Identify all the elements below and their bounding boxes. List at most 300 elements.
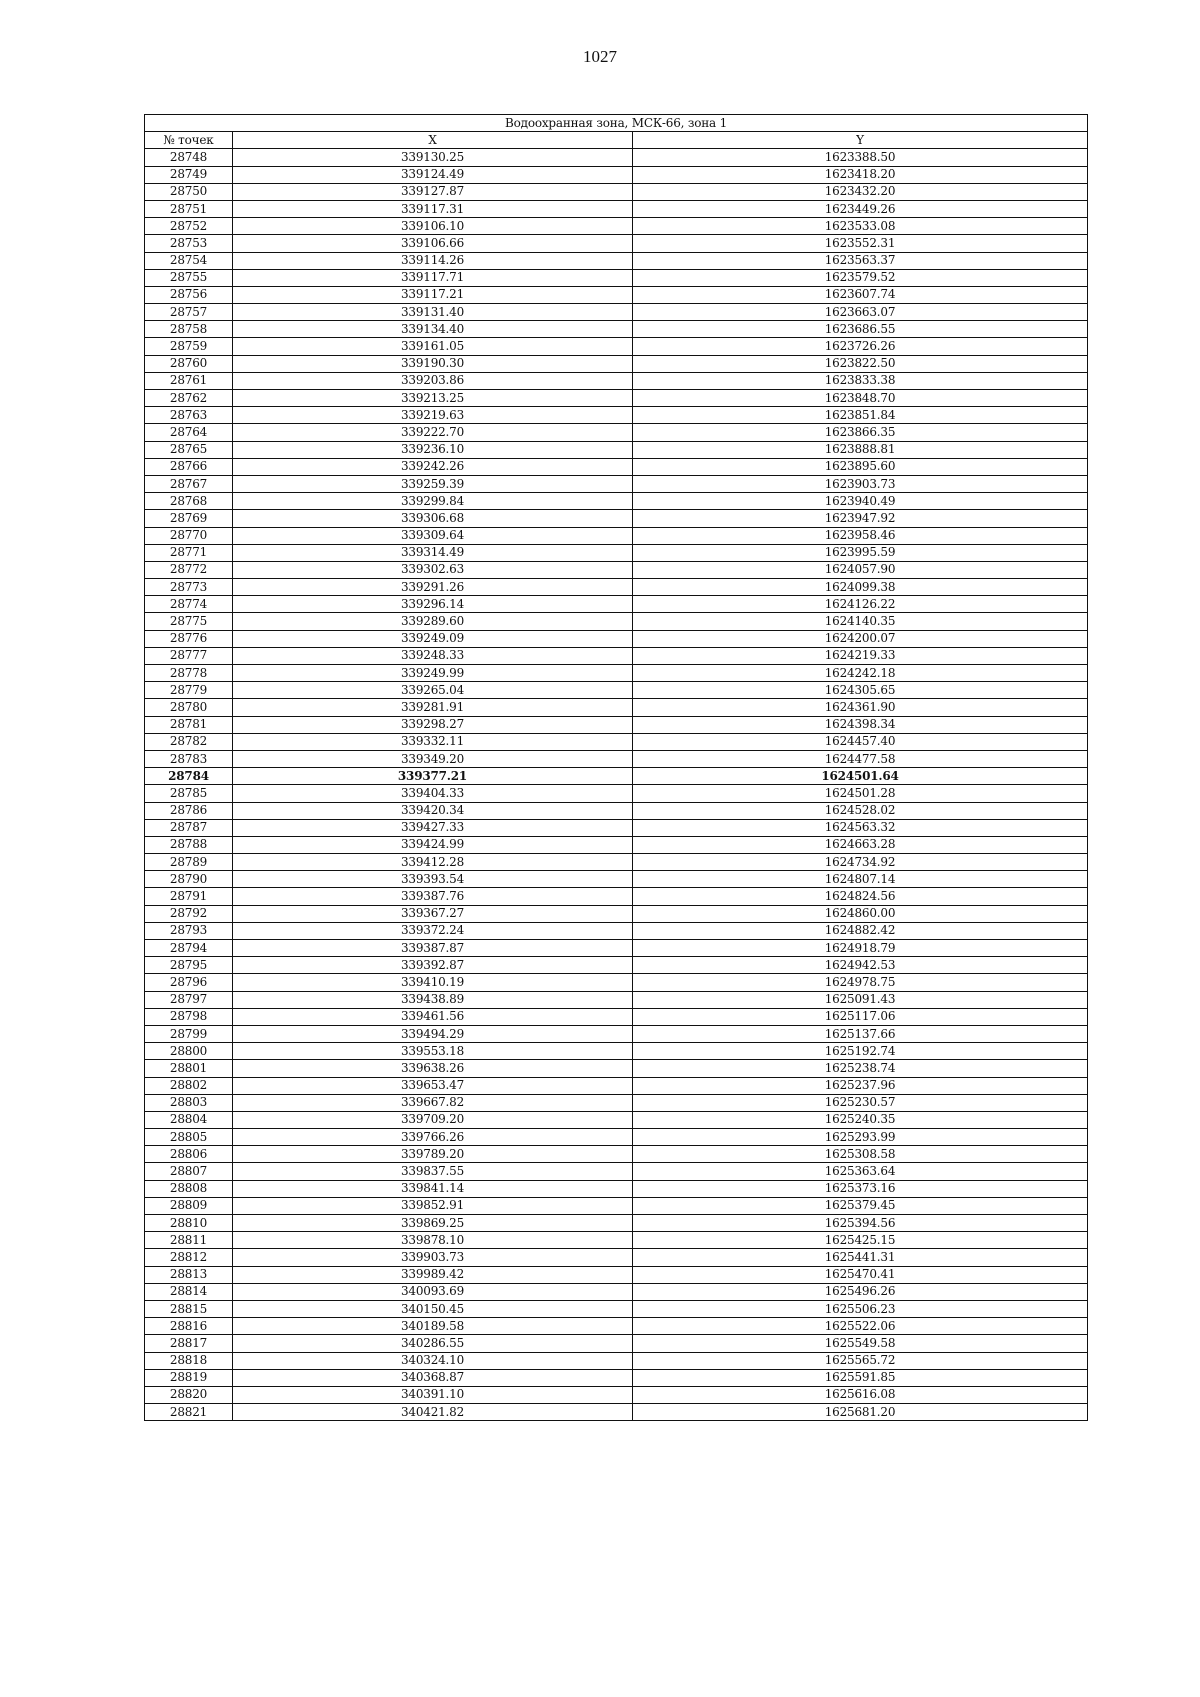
table-row (145, 940, 1088, 957)
table-row (145, 424, 1088, 441)
point-number-cell: 28801 (145, 1060, 233, 1077)
point-number-cell: 28778 (145, 665, 233, 682)
header-x: X (233, 132, 633, 149)
y-coordinate-cell: 1624978.75 (633, 974, 1088, 991)
table-row (145, 1283, 1088, 1300)
point-number-cell: 28791 (145, 888, 233, 905)
y-coordinate-cell: 1625591.85 (633, 1369, 1088, 1386)
point-number-cell: 28814 (145, 1283, 233, 1300)
x-coordinate-cell: 339387.76 (233, 888, 633, 905)
y-coordinate-cell: 1624057.90 (633, 561, 1088, 578)
y-coordinate-cell: 1624882.42 (633, 922, 1088, 939)
table-row (145, 149, 1088, 166)
x-coordinate-cell: 339314.49 (233, 544, 633, 561)
table-row (145, 716, 1088, 733)
table-row (145, 218, 1088, 235)
x-coordinate-cell: 339420.34 (233, 802, 633, 819)
x-coordinate-cell: 339638.26 (233, 1060, 633, 1077)
y-coordinate-cell: 1625373.16 (633, 1180, 1088, 1197)
y-coordinate-cell: 1623888.81 (633, 441, 1088, 458)
table-row (145, 922, 1088, 939)
point-number-cell: 28813 (145, 1266, 233, 1283)
point-number-cell: 28749 (145, 166, 233, 183)
y-coordinate-cell: 1624398.34 (633, 716, 1088, 733)
table-row (145, 733, 1088, 750)
point-number-cell: 28765 (145, 441, 233, 458)
x-coordinate-cell: 339412.28 (233, 854, 633, 871)
table-row (145, 561, 1088, 578)
x-coordinate-cell: 339296.14 (233, 596, 633, 613)
point-number-cell: 28788 (145, 836, 233, 853)
x-coordinate-cell: 339203.86 (233, 372, 633, 389)
y-coordinate-cell: 1623663.07 (633, 304, 1088, 321)
point-number-cell: 28781 (145, 716, 233, 733)
point-number-cell: 28792 (145, 905, 233, 922)
point-number-cell: 28756 (145, 286, 233, 303)
table-row (145, 1300, 1088, 1317)
y-coordinate-cell: 1623607.74 (633, 286, 1088, 303)
x-coordinate-cell: 339438.89 (233, 991, 633, 1008)
x-coordinate-cell: 339289.60 (233, 613, 633, 630)
x-coordinate-cell: 339332.11 (233, 733, 633, 750)
point-number-cell: 28757 (145, 304, 233, 321)
point-number-cell: 28762 (145, 390, 233, 407)
point-number-cell: 28805 (145, 1129, 233, 1146)
point-number-cell: 28755 (145, 269, 233, 286)
point-number-cell: 28754 (145, 252, 233, 269)
point-number-cell: 28799 (145, 1025, 233, 1042)
y-coordinate-cell: 1625137.66 (633, 1025, 1088, 1042)
x-coordinate-cell: 339236.10 (233, 441, 633, 458)
x-coordinate-cell: 339878.10 (233, 1232, 633, 1249)
x-coordinate-cell: 339249.09 (233, 630, 633, 647)
table-row (145, 1111, 1088, 1128)
table-title-row (145, 115, 1088, 132)
table-row (145, 871, 1088, 888)
y-coordinate-cell: 1625681.20 (633, 1404, 1088, 1421)
table-row (145, 458, 1088, 475)
table-row (145, 1008, 1088, 1025)
table-row (145, 630, 1088, 647)
table-row (145, 269, 1088, 286)
table-row (145, 1077, 1088, 1094)
table-row (145, 355, 1088, 372)
point-number-cell: 28786 (145, 802, 233, 819)
y-coordinate-cell: 1624860.00 (633, 905, 1088, 922)
y-coordinate-cell: 1624099.38 (633, 579, 1088, 596)
y-coordinate-cell: 1623903.73 (633, 475, 1088, 492)
point-number-cell: 28793 (145, 922, 233, 939)
y-coordinate-cell: 1624563.32 (633, 819, 1088, 836)
x-coordinate-cell: 339392.87 (233, 957, 633, 974)
y-coordinate-cell: 1625441.31 (633, 1249, 1088, 1266)
point-number-cell: 28780 (145, 699, 233, 716)
x-coordinate-cell: 339134.40 (233, 321, 633, 338)
y-coordinate-cell: 1623947.92 (633, 510, 1088, 527)
y-coordinate-cell: 1623895.60 (633, 458, 1088, 475)
point-number-cell: 28760 (145, 355, 233, 372)
x-coordinate-cell: 339852.91 (233, 1197, 633, 1214)
x-coordinate-cell: 339291.26 (233, 579, 633, 596)
point-number-cell: 28782 (145, 733, 233, 750)
y-coordinate-cell: 1625506.23 (633, 1300, 1088, 1317)
x-coordinate-cell: 339789.20 (233, 1146, 633, 1163)
y-coordinate-cell: 1623449.26 (633, 200, 1088, 217)
page-number: 1027 (583, 47, 617, 66)
x-coordinate-cell: 339242.26 (233, 458, 633, 475)
y-coordinate-cell: 1625470.41 (633, 1266, 1088, 1283)
x-coordinate-cell: 339709.20 (233, 1111, 633, 1128)
x-coordinate-cell: 339219.63 (233, 407, 633, 424)
y-coordinate-cell: 1625192.74 (633, 1043, 1088, 1060)
point-number-cell: 28794 (145, 940, 233, 957)
x-coordinate-cell: 339190.30 (233, 355, 633, 372)
y-coordinate-cell: 1624242.18 (633, 665, 1088, 682)
x-coordinate-cell: 339841.14 (233, 1180, 633, 1197)
x-coordinate-cell: 339130.25 (233, 149, 633, 166)
point-number-cell: 28758 (145, 321, 233, 338)
table-row (145, 338, 1088, 355)
table-row (145, 854, 1088, 871)
x-coordinate-cell: 339106.66 (233, 235, 633, 252)
y-coordinate-cell: 1623533.08 (633, 218, 1088, 235)
point-number-cell: 28759 (145, 338, 233, 355)
y-coordinate-cell: 1624918.79 (633, 940, 1088, 957)
y-coordinate-cell: 1624477.58 (633, 750, 1088, 767)
x-coordinate-cell: 339410.19 (233, 974, 633, 991)
point-number-cell: 28817 (145, 1335, 233, 1352)
x-coordinate-cell: 339461.56 (233, 1008, 633, 1025)
y-coordinate-cell: 1625425.15 (633, 1232, 1088, 1249)
x-coordinate-cell: 339249.99 (233, 665, 633, 682)
table-row (145, 682, 1088, 699)
y-coordinate-cell: 1625379.45 (633, 1197, 1088, 1214)
point-number-cell: 28811 (145, 1232, 233, 1249)
table-row (145, 1369, 1088, 1386)
point-number-cell: 28790 (145, 871, 233, 888)
x-coordinate-cell: 339653.47 (233, 1077, 633, 1094)
y-coordinate-cell: 1623822.50 (633, 355, 1088, 372)
point-number-cell: 28776 (145, 630, 233, 647)
header-point-number: № точек (145, 132, 233, 149)
x-coordinate-cell: 339298.27 (233, 716, 633, 733)
table-row (145, 785, 1088, 802)
table-row (145, 372, 1088, 389)
x-coordinate-cell: 339387.87 (233, 940, 633, 957)
table-row (145, 957, 1088, 974)
y-coordinate-cell: 1624824.56 (633, 888, 1088, 905)
table-row (145, 836, 1088, 853)
table-row (145, 1266, 1088, 1283)
y-coordinate-cell: 1625240.35 (633, 1111, 1088, 1128)
y-coordinate-cell: 1624501.28 (633, 785, 1088, 802)
x-coordinate-cell: 339349.20 (233, 750, 633, 767)
y-coordinate-cell: 1624219.33 (633, 647, 1088, 664)
x-coordinate-cell: 339131.40 (233, 304, 633, 321)
y-coordinate-cell: 1624305.65 (633, 682, 1088, 699)
table-row (145, 1094, 1088, 1111)
table-row (145, 1318, 1088, 1335)
y-coordinate-cell: 1625091.43 (633, 991, 1088, 1008)
table-row (145, 1043, 1088, 1060)
y-coordinate-cell: 1625230.57 (633, 1094, 1088, 1111)
x-coordinate-cell: 339265.04 (233, 682, 633, 699)
y-coordinate-cell: 1624734.92 (633, 854, 1088, 871)
y-coordinate-cell: 1624126.22 (633, 596, 1088, 613)
table-row (145, 475, 1088, 492)
x-coordinate-cell: 339124.49 (233, 166, 633, 183)
x-coordinate-cell: 339667.82 (233, 1094, 633, 1111)
table-row (145, 1386, 1088, 1403)
table-row (145, 183, 1088, 200)
x-coordinate-cell: 339259.39 (233, 475, 633, 492)
x-coordinate-cell: 339127.87 (233, 183, 633, 200)
y-coordinate-cell: 1623848.70 (633, 390, 1088, 407)
x-coordinate-cell: 339114.26 (233, 252, 633, 269)
point-number-cell: 28806 (145, 1146, 233, 1163)
y-coordinate-cell: 1623418.20 (633, 166, 1088, 183)
point-number-cell: 28750 (145, 183, 233, 200)
y-coordinate-cell: 1623833.38 (633, 372, 1088, 389)
y-coordinate-cell: 1624140.35 (633, 613, 1088, 630)
table-row (145, 579, 1088, 596)
y-coordinate-cell: 1623726.26 (633, 338, 1088, 355)
table-row (145, 252, 1088, 269)
point-number-cell: 28809 (145, 1197, 233, 1214)
x-coordinate-cell: 339117.21 (233, 286, 633, 303)
y-coordinate-cell: 1624807.14 (633, 871, 1088, 888)
x-coordinate-cell: 339281.91 (233, 699, 633, 716)
point-number-cell: 28797 (145, 991, 233, 1008)
table-row (145, 613, 1088, 630)
table-row (145, 321, 1088, 338)
table-row (145, 802, 1088, 819)
table-title: Водоохранная зона, МСК-66, зона 1 (145, 115, 1088, 132)
y-coordinate-cell: 1625549.58 (633, 1335, 1088, 1352)
point-number-cell: 28767 (145, 475, 233, 492)
x-coordinate-cell: 339302.63 (233, 561, 633, 578)
y-coordinate-cell: 1623866.35 (633, 424, 1088, 441)
y-coordinate-cell: 1625363.64 (633, 1163, 1088, 1180)
point-number-cell: 28789 (145, 854, 233, 871)
table-row (145, 596, 1088, 613)
table-header-row (145, 132, 1088, 149)
point-number-cell: 28783 (145, 750, 233, 767)
x-coordinate-cell: 340150.45 (233, 1300, 633, 1317)
table-row (145, 1146, 1088, 1163)
x-coordinate-cell: 339161.05 (233, 338, 633, 355)
x-coordinate-cell: 339427.33 (233, 819, 633, 836)
point-number-cell: 28774 (145, 596, 233, 613)
x-coordinate-cell: 339377.21 (233, 768, 633, 785)
table-row (145, 1215, 1088, 1232)
point-number-cell: 28772 (145, 561, 233, 578)
x-coordinate-cell: 339553.18 (233, 1043, 633, 1060)
point-number-cell: 28773 (145, 579, 233, 596)
point-number-cell: 28810 (145, 1215, 233, 1232)
table-row (145, 768, 1088, 785)
x-coordinate-cell: 339989.42 (233, 1266, 633, 1283)
table-row (145, 1163, 1088, 1180)
point-number-cell: 28808 (145, 1180, 233, 1197)
point-number-cell: 28819 (145, 1369, 233, 1386)
y-coordinate-cell: 1624361.90 (633, 699, 1088, 716)
y-coordinate-cell: 1625522.06 (633, 1318, 1088, 1335)
y-coordinate-cell: 1623940.49 (633, 493, 1088, 510)
point-number-cell: 28785 (145, 785, 233, 802)
point-number-cell: 28779 (145, 682, 233, 699)
table-body (145, 149, 1088, 1421)
table-row (145, 699, 1088, 716)
point-number-cell: 28775 (145, 613, 233, 630)
table-row (145, 441, 1088, 458)
point-number-cell: 28803 (145, 1094, 233, 1111)
table-row (145, 510, 1088, 527)
table-row (145, 1352, 1088, 1369)
table-row (145, 390, 1088, 407)
table-row (145, 544, 1088, 561)
point-number-cell: 28818 (145, 1352, 233, 1369)
x-coordinate-cell: 340421.82 (233, 1404, 633, 1421)
point-number-cell: 28752 (145, 218, 233, 235)
y-coordinate-cell: 1623563.37 (633, 252, 1088, 269)
point-number-cell: 28821 (145, 1404, 233, 1421)
x-coordinate-cell: 340189.58 (233, 1318, 633, 1335)
table-row (145, 974, 1088, 991)
point-number-cell: 28769 (145, 510, 233, 527)
table-row (145, 200, 1088, 217)
x-coordinate-cell: 339404.33 (233, 785, 633, 802)
y-coordinate-cell: 1623579.52 (633, 269, 1088, 286)
table-row (145, 407, 1088, 424)
x-coordinate-cell: 339309.64 (233, 527, 633, 544)
y-coordinate-cell: 1625308.58 (633, 1146, 1088, 1163)
y-coordinate-cell: 1625616.08 (633, 1386, 1088, 1403)
table-row (145, 493, 1088, 510)
x-coordinate-cell: 339299.84 (233, 493, 633, 510)
y-coordinate-cell: 1624942.53 (633, 957, 1088, 974)
y-coordinate-cell: 1625293.99 (633, 1129, 1088, 1146)
table-row (145, 1197, 1088, 1214)
y-coordinate-cell: 1623432.20 (633, 183, 1088, 200)
x-coordinate-cell: 339213.25 (233, 390, 633, 407)
point-number-cell: 28764 (145, 424, 233, 441)
point-number-cell: 28802 (145, 1077, 233, 1094)
y-coordinate-cell: 1625238.74 (633, 1060, 1088, 1077)
table-row (145, 1180, 1088, 1197)
y-coordinate-cell: 1625496.26 (633, 1283, 1088, 1300)
x-coordinate-cell: 340391.10 (233, 1386, 633, 1403)
x-coordinate-cell: 340286.55 (233, 1335, 633, 1352)
point-number-cell: 28807 (145, 1163, 233, 1180)
table-row (145, 1335, 1088, 1352)
table-row (145, 1249, 1088, 1266)
x-coordinate-cell: 339248.33 (233, 647, 633, 664)
table-row (145, 527, 1088, 544)
table-row (145, 905, 1088, 922)
y-coordinate-cell: 1623958.46 (633, 527, 1088, 544)
table-row (145, 286, 1088, 303)
x-coordinate-cell: 339837.55 (233, 1163, 633, 1180)
y-coordinate-cell: 1624501.64 (633, 768, 1088, 785)
y-coordinate-cell: 1623686.55 (633, 321, 1088, 338)
x-coordinate-cell: 339869.25 (233, 1215, 633, 1232)
y-coordinate-cell: 1625565.72 (633, 1352, 1088, 1369)
table-row (145, 819, 1088, 836)
y-coordinate-cell: 1624200.07 (633, 630, 1088, 647)
table-row (145, 647, 1088, 664)
y-coordinate-cell: 1625237.96 (633, 1077, 1088, 1094)
y-coordinate-cell: 1623388.50 (633, 149, 1088, 166)
x-coordinate-cell: 339494.29 (233, 1025, 633, 1042)
x-coordinate-cell: 339106.10 (233, 218, 633, 235)
x-coordinate-cell: 339117.31 (233, 200, 633, 217)
table-row (145, 1129, 1088, 1146)
table-row (145, 888, 1088, 905)
table-row (145, 1025, 1088, 1042)
table-row (145, 750, 1088, 767)
point-number-cell: 28753 (145, 235, 233, 252)
table-row (145, 1232, 1088, 1249)
point-number-cell: 28768 (145, 493, 233, 510)
point-number-cell: 28761 (145, 372, 233, 389)
y-coordinate-cell: 1624528.02 (633, 802, 1088, 819)
point-number-cell: 28763 (145, 407, 233, 424)
x-coordinate-cell: 340324.10 (233, 1352, 633, 1369)
x-coordinate-cell: 339306.68 (233, 510, 633, 527)
y-coordinate-cell: 1624663.28 (633, 836, 1088, 853)
point-number-cell: 28787 (145, 819, 233, 836)
table-row (145, 665, 1088, 682)
x-coordinate-cell: 340093.69 (233, 1283, 633, 1300)
x-coordinate-cell: 339424.99 (233, 836, 633, 853)
y-coordinate-cell: 1624457.40 (633, 733, 1088, 750)
x-coordinate-cell: 339766.26 (233, 1129, 633, 1146)
y-coordinate-cell: 1623995.59 (633, 544, 1088, 561)
table-row (145, 1060, 1088, 1077)
y-coordinate-cell: 1623552.31 (633, 235, 1088, 252)
point-number-cell: 28770 (145, 527, 233, 544)
x-coordinate-cell: 339367.27 (233, 905, 633, 922)
table-row (145, 991, 1088, 1008)
x-coordinate-cell: 339393.54 (233, 871, 633, 888)
table-row (145, 235, 1088, 252)
point-number-cell: 28804 (145, 1111, 233, 1128)
y-coordinate-cell: 1625117.06 (633, 1008, 1088, 1025)
y-coordinate-cell: 1625394.56 (633, 1215, 1088, 1232)
point-number-cell: 28748 (145, 149, 233, 166)
point-number-cell: 28771 (145, 544, 233, 561)
point-number-cell: 28798 (145, 1008, 233, 1025)
point-number-cell: 28816 (145, 1318, 233, 1335)
point-number-cell: 28820 (145, 1386, 233, 1403)
y-coordinate-cell: 1623851.84 (633, 407, 1088, 424)
x-coordinate-cell: 339222.70 (233, 424, 633, 441)
table-row (145, 304, 1088, 321)
point-number-cell: 28812 (145, 1249, 233, 1266)
x-coordinate-cell: 339903.73 (233, 1249, 633, 1266)
point-number-cell: 28751 (145, 200, 233, 217)
table-row (145, 166, 1088, 183)
header-y: Y (633, 132, 1088, 149)
point-number-cell: 28777 (145, 647, 233, 664)
x-coordinate-cell: 340368.87 (233, 1369, 633, 1386)
x-coordinate-cell: 339117.71 (233, 269, 633, 286)
point-number-cell: 28796 (145, 974, 233, 991)
x-coordinate-cell: 339372.24 (233, 922, 633, 939)
point-number-cell: 28766 (145, 458, 233, 475)
point-number-cell: 28800 (145, 1043, 233, 1060)
